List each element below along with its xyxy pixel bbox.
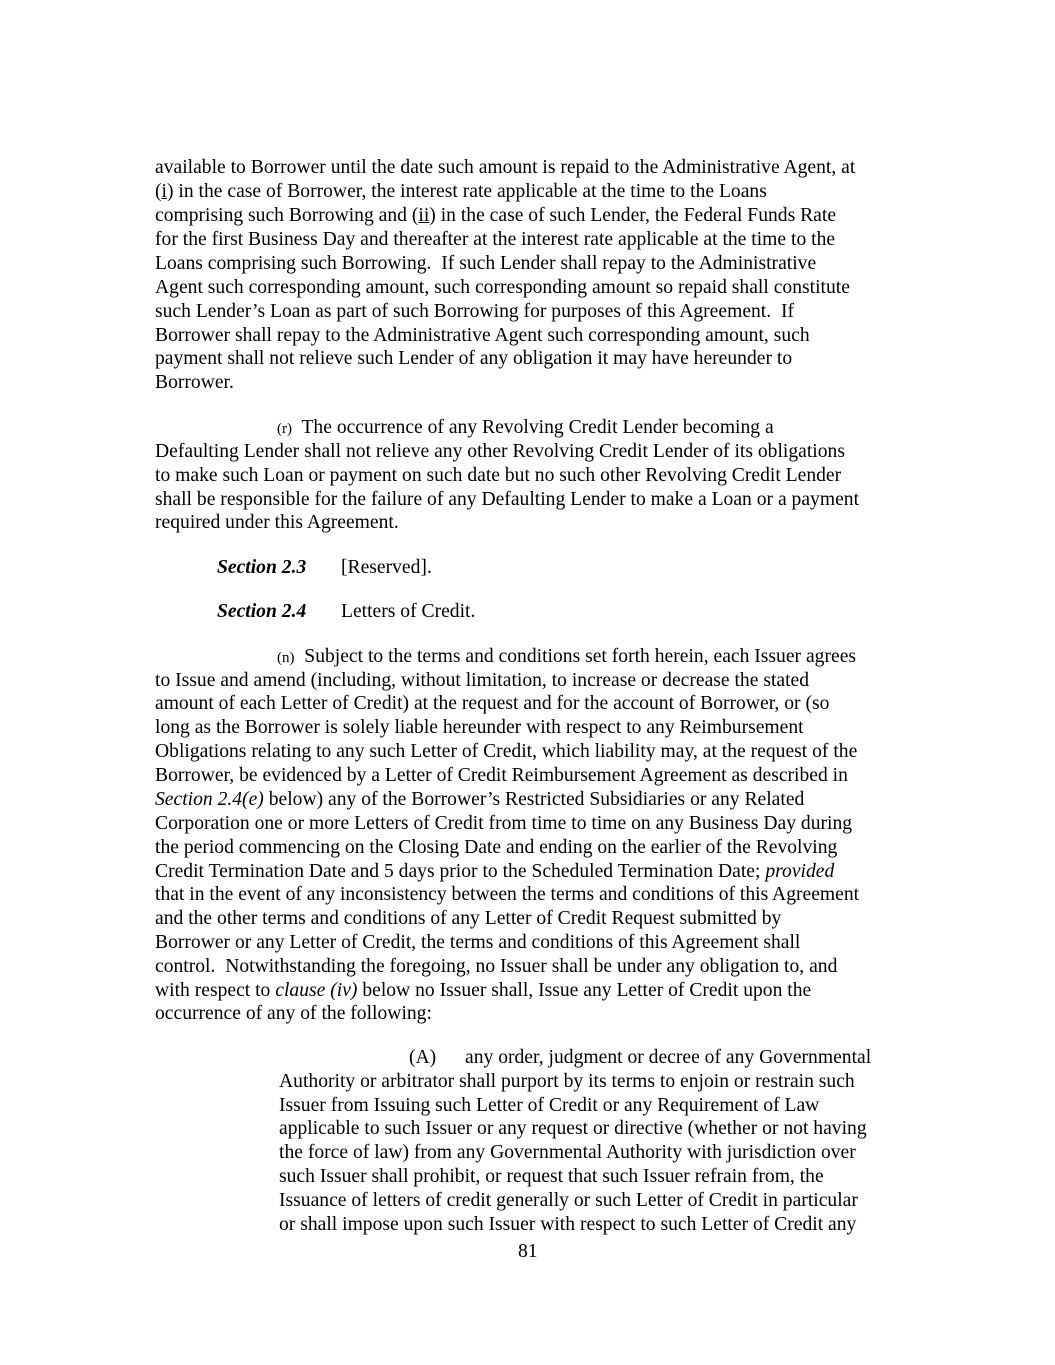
clause-a-line: any order, judgment or decree of any Governmental bbox=[465, 1047, 872, 1068]
para-n-line: occurrence of any of the following: bbox=[155, 1003, 432, 1024]
para-n-line: amount of each Letter of Credit) at the request and for the account of Borrower, or (so bbox=[155, 693, 830, 714]
para-q-line bbox=[155, 204, 836, 228]
section-2-4-title: Letters of Credit. bbox=[341, 601, 476, 622]
text-span: comprising such Borrowing and ( bbox=[155, 205, 419, 226]
clause-a-line: Issuance of letters of credit generally or such Letter of Credit in particular bbox=[279, 1190, 858, 1211]
para-n-line bbox=[155, 860, 834, 884]
clause-a-label: (A) bbox=[409, 1047, 437, 1068]
roman-ref-ii: ii bbox=[418, 205, 430, 226]
para-q-line: such Lender’s Loan as part of such Borrowing for purposes of this Agreement. If bbox=[155, 301, 794, 322]
para-r-line: shall be responsible for the failure of any Defaulting Lender to make a Loan or a payment bbox=[155, 489, 860, 510]
para-q-line: Borrower. bbox=[155, 372, 234, 393]
roman-ref-i: i bbox=[161, 181, 167, 202]
provided-term: provided bbox=[765, 861, 835, 882]
section-2-3-title: [Reserved]. bbox=[341, 557, 432, 578]
para-n-line bbox=[155, 788, 804, 812]
para-r-label: (r) bbox=[277, 421, 292, 437]
para-n-line bbox=[155, 979, 811, 1003]
para-n-line: Corporation one or more Letters of Credit from time to time on any Business Day during bbox=[155, 813, 853, 834]
clause-a-line: Issuer from Issuing such Letter of Credit or any Requirement of Law bbox=[279, 1095, 820, 1116]
para-q-line bbox=[155, 180, 767, 204]
text-span: ( bbox=[155, 181, 162, 202]
para-r-line: to make such Loan or payment on such date but no such other Revolving Credit Lender bbox=[155, 465, 842, 486]
para-n-line: long as the Borrower is solely liable hereunder with respect to any Reimbursement bbox=[155, 717, 804, 738]
clause-a-line: such Issuer shall prohibit, or request that such Issuer refrain from, the bbox=[279, 1166, 824, 1187]
para-n-line: that in the event of any inconsistency between the terms and conditions of this Agreement bbox=[155, 884, 860, 905]
text-span: with respect to bbox=[155, 980, 276, 1001]
section-2-4-label: Section 2.4 bbox=[217, 601, 307, 622]
clause-a-line: Authority or arbitrator shall purport by its terms to enjoin or restrain such bbox=[279, 1071, 855, 1092]
text-span: below) any of the Borrower’s Restricted Subsidiaries or any Related bbox=[263, 789, 805, 810]
para-r-line: Defaulting Lender shall not relieve any other Revolving Credit Lender of its obligations bbox=[155, 441, 845, 462]
text-span: Subject to the terms and conditions set forth herein, each Issuer agrees bbox=[304, 646, 857, 667]
clause-a-line: or shall impose upon such Issuer with respect to such Letter of Credit any bbox=[279, 1214, 857, 1235]
para-q-line: Borrower shall repay to the Administrative Agent such corresponding amount, such bbox=[155, 325, 810, 346]
para-n-line: control. Notwithstanding the foregoing, no Issuer shall be under any obligation to, and bbox=[155, 956, 838, 977]
para-q-line: payment shall not relieve such Lender of any obligation it may have hereunder to bbox=[155, 348, 793, 369]
para-n-line bbox=[277, 645, 856, 671]
para-n-line: Borrower or any Letter of Credit, the terms and conditions of this Agreement shall bbox=[155, 932, 801, 953]
para-n-label: (n) bbox=[277, 650, 295, 666]
text-span bbox=[295, 646, 305, 667]
para-n-line: the period commencing on the Closing Date and ending on the earlier of the Revolving bbox=[155, 837, 838, 858]
text-span: Credit Termination Date and 5 days prior to the Scheduled Termination Date; bbox=[155, 861, 766, 882]
para-n-line: Obligations relating to any such Letter of Credit, which liability may, at the request of the bbox=[155, 741, 858, 762]
para-q-line: Agent such corresponding amount, such corresponding amount so repaid shall constitute bbox=[155, 277, 850, 298]
para-q-line: for the first Business Day and thereafter at the interest rate applicable at the time to the bbox=[155, 229, 836, 250]
para-q-line: available to Borrower until the date such amount is repaid to the Administrative Agent, at bbox=[155, 157, 856, 178]
page-number: 81 bbox=[518, 1241, 538, 1262]
clause-a-line: applicable to such Issuer or any request or directive (whether or not having bbox=[279, 1118, 867, 1139]
para-n-line: to Issue and amend (including, without limitation, to increase or decrease the stated bbox=[155, 670, 810, 691]
clause-a-line: the force of law) from any Governmental Authority with jurisdiction over bbox=[279, 1142, 856, 1163]
para-n-line: and the other terms and conditions of any Letter of Credit Request submitted by bbox=[155, 908, 782, 929]
clause-ref-iv: clause (iv) bbox=[275, 980, 358, 1001]
text-span: below no Issuer shall, Issue any Letter of Credit upon the bbox=[357, 980, 812, 1001]
section-2-3-label: Section 2.3 bbox=[217, 557, 307, 578]
para-n-line: Borrower, be evidenced by a Letter of Credit Reimbursement Agreement as described in bbox=[155, 765, 848, 786]
section-ref-2-4-e: Section 2.4(e) bbox=[155, 789, 264, 810]
text-span: ) in the case of Borrower, the interest rate applicable at the time to the Loans bbox=[166, 181, 767, 202]
para-r-line: required under this Agreement. bbox=[155, 512, 399, 533]
para-q-line: Loans comprising such Borrowing. If such Lender shall repay to the Administrative bbox=[155, 253, 817, 274]
text-span: ) in the case of such Lender, the Federal Funds Rate bbox=[429, 205, 837, 226]
text-span: The occurrence of any Revolving Credit Lender becoming a bbox=[301, 417, 774, 438]
para-r-line bbox=[277, 416, 774, 442]
